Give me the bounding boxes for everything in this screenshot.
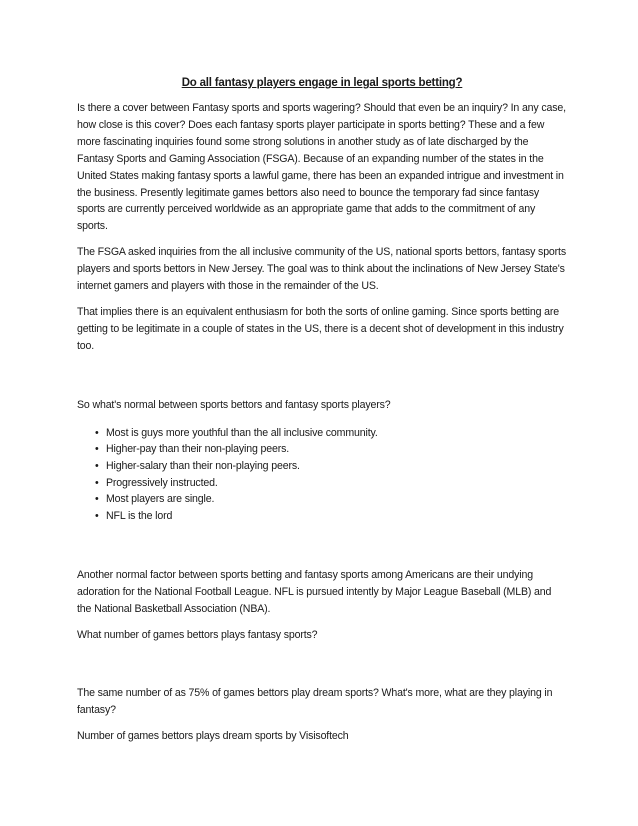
bullet-icon: •	[95, 460, 99, 472]
document-title: Do all fantasy players engage in legal sports betting?	[181, 77, 463, 89]
bullet-list	[77, 425, 567, 525]
paragraph-fsga-survey: The FSGA asked inquiries from the all inclusive community of the US, national sports bettors, fantasy sports players and sports bettors in New Jersey. The goal was to think about the inclinations of New Jersey State's internet gamers and players with those in the remainder of the US.	[77, 246, 566, 293]
bullet-icon: •	[95, 510, 99, 523]
paragraph-question-normal: So what's normal between sports bettors and fantasy sports players?	[77, 398, 391, 411]
paragraph-visisoftech: Number of games bettors plays dream sports by Visisoftech	[77, 730, 349, 743]
document-page	[77, 76, 567, 745]
list-item	[77, 441, 567, 458]
paragraph-nfl: Another normal factor between sports betting and fantasy sports among Americans are their undying adoration for the National Football League. NFL is pursued intently by Major League Baseball (MLB) and the National Basketball Association (NBA).	[77, 568, 552, 615]
paragraph-enthusiasm: That implies there is an equivalent enthusiasm for both the sorts of online gaming. Since sports betting are getting to be legitimate in a couple of states in the US, there is a decent shot of development in this industry too.	[77, 305, 564, 352]
list-item	[77, 458, 567, 475]
list-item-text: Most is guys more youthful than the all inclusive community.	[106, 426, 378, 439]
list-item	[77, 508, 567, 525]
list-item-text: Higher-salary than their non-playing peers.	[106, 460, 300, 472]
list-item-text: Most players are single.	[106, 493, 215, 506]
list-item-text: NFL is the lord	[106, 510, 173, 523]
bullet-icon: •	[95, 426, 99, 439]
paragraph-question-number: What number of games bettors plays fantasy sports?	[77, 628, 318, 641]
list-item	[77, 425, 567, 442]
list-item-text: Higher-pay than their non-playing peers.	[106, 443, 290, 456]
paragraph-intro: Is there a cover between Fantasy sports and sports wagering? Should that even be an inquiry? In any case, how close is this cover? Does each fantasy sports player participate in sports betting? These and a few more fascinating inquiries found some strong solutions in another study as of late discharged by the Fantasy Sports and Gaming Association (FSGA). Because of an expanding number of the states in the United States making fantasy sports a lawful game, there has been an expanded intrigue and investment in the business. Presently legitimate games bettors also need to bounce the temporary fad since fantasy sports are currently perceived worldwide as an appropriate game that adds to the commitment of any sports.	[77, 102, 566, 233]
list-item-text: Progressively instructed.	[106, 476, 218, 489]
list-item	[77, 491, 567, 508]
list-item	[77, 475, 567, 492]
paragraph-75-percent: The same number of as 75% of games bettors play dream sports? What's more, what are they playing in fantasy?	[77, 687, 553, 717]
bullet-icon: •	[95, 476, 99, 489]
bullet-icon: •	[95, 493, 99, 506]
bullet-icon: •	[95, 443, 99, 456]
